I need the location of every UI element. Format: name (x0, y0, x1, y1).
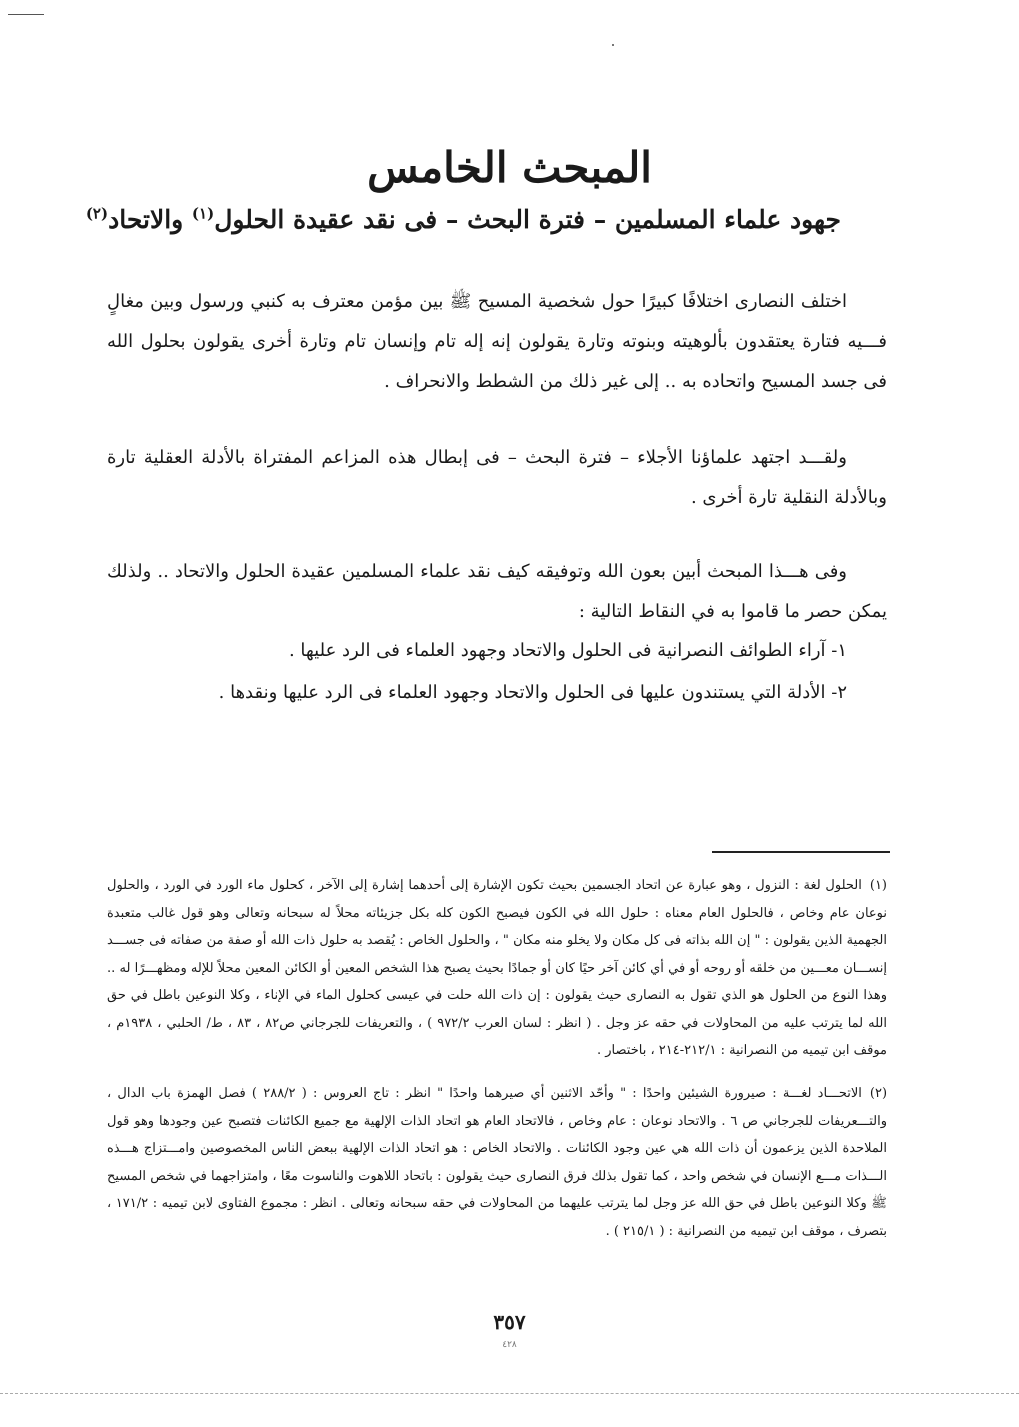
footnote-1-mark: (١) (869, 878, 887, 893)
footnote-2 (107, 1080, 887, 1245)
scan-bottom-edge (0, 1393, 1019, 1394)
footnote-ref-1: (١) (191, 204, 215, 223)
page-number: ٣٥٧ (493, 1310, 526, 1334)
body-paragraph-3: وفى هـــذا المبحث أبين بعون الله وتوفيقه كيف نقد علماء المسلمين عقيدة الحلول والاتحاد .. ولذلك يمكن حصر ما قاموا به في النقاط التالية : (107, 561, 887, 622)
list-item: ١- آراء الطوائف النصرانية فى الحلول والاتحاد وجهود العلماء فى الرد عليها . (288, 640, 847, 661)
footnote-1-text: الحلول لغة : النزول ، وهو عبارة عن اتحاد الجسمين بحيث تكون الإشارة إلى أحدهما إشارة إلى الآخر ، كحلول ماء الورد في الورد ، والحلول نوعان عام وخاص ، فالحلول العام معناه : حلول الله في الكون فيصبح الكون كله بكل جزيئاته محلاً له سبحانه وتعالى وهو قول غالب متعبدة الجهمية الذين يقولون : " إن الله بذاته فى كل مكان ولا يخلو منه مكان " ، والحلول الخاص : يُقصد به حلول ذات الله أو صفة من صفاته فى جســـد إنســـان معـــين من خلقه أو روحه أو في أي كائن آخر حيًا كان أو جمادًا بحيث يصبح هذا الشخص المعين أو الكائن المعين محلاً للإله ومظهـــرًا له .. وهذا النوع من الحلول هو الذي تقول به النصارى حيث يقولون : إن ذات الله حلت في عيسى كحلول الماء في الإناء ، وكلا النوعين باطل في حق الله لما يترتب عليه من المحاولات في حقه عز وجل . ( انظر : لسان العرب ٩٧٢/٢ ) ، والتعريفات للجرجاني ص٨٢ ، ٨٣ ، ط/ الحلبي ، ١٩٣٨م ، موقف ابن تيميه من النصرانية : ٢١٢/١-٢١٤ ، باختصار . (107, 878, 888, 1058)
chapter-title: المبحث الخامس (367, 143, 652, 192)
body-paragraph-2: ولقـــد اجتهد علماؤنا الأجلاء – فترة البحث – فى إبطال هذه المزاعم المفتراة بالأدلة العقلية تارة وبالأدلة النقلية تارة أخرى . (107, 447, 887, 508)
footnote-2-mark: (٢) (869, 1086, 888, 1101)
page-number-secondary: ٤٢٨ (502, 1340, 517, 1350)
points-list (107, 630, 887, 714)
footnote-separator (712, 851, 890, 853)
footnote-2-text: الاتحـــاد لغـــة : صيرورة الشيئين واحدًا : " وأحّد الاثنين أي صيرهما واحدًا " انظر : تاج العروس : ( ٢٨٨/٢ ) فصل الهمزة باب الدال ، والتـــعريفات للجرجاني ص ٦ . والاتحاد نوعان : عام وخاص ، فالاتحاد العام هو اتحاد الذات الإلهية مع جميع الكائنات فتصبح عين وجودها وهو قول الملاحدة الذين يزعمون أن ذات الله هي عين وجود الكائنات . والاتحاد الخاص : هو اتحاد الذات الإلهية ببعض الناس المخصوصين وامـــتزاج هـــذه الـــذات مـــع الإنسان في شخص واحد ، كما تقول بذلك فرق النصارى حيث يقولون : باتحاد اللاهوت والناسوت معًا ، وامتزاجهما في شخص المسيح ﷺ وكلا النوعين باطل في حق الله عز وجل لما يترتب عليهما من المحاولات في حقه سبحانه وتعالى . انظر : مجموع الفتاوى لابن تيميه : ١٧١/٢ ، بتصرف ، موقف ابن تيميه من النصرانية : ( ٢١٥/١ ) . (107, 1086, 888, 1239)
footnote-1 (107, 872, 887, 1065)
list-item: ٢- الأدلة التي يستندون عليها فى الحلول والاتحاد وجهود العلماء فى الرد عليها ونقدها . (218, 682, 847, 703)
subtitle-main-text: جهود علماء المسلمين – فترة البحث – فى نقد عقيدة الحلول (214, 205, 841, 234)
subtitle-connector-text: والاتحاد (108, 205, 192, 234)
chapter-subtitle (85, 198, 841, 242)
footnote-ref-2: (٢) (85, 204, 109, 223)
body-paragraph-1: اختلف النصارى اختلافًا كبيرًا حول شخصية المسيح ﷺ بين مؤمن معترف به كنبي ورسول وبين مغالٍ فـــيه فتارة يعتقدون بألوهيته وبنوته وتارة يقولون إنه إله تام وإنسان تام وتارة أخرى يقولون بحلول الله فى جسد المسيح واتحاده به .. إلى غير ذلك من الشطط والانحراف . (107, 291, 887, 392)
